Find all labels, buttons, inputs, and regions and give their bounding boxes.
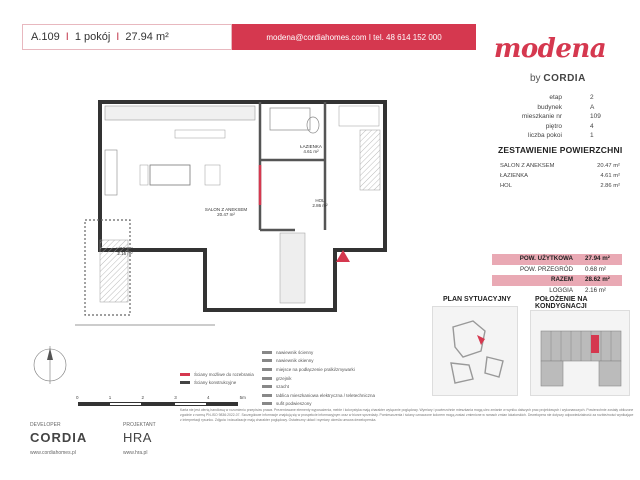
- scale-label: 1: [108, 395, 112, 400]
- legend-label: miejsce na podłączenie pralki/zmywarki: [276, 366, 355, 372]
- legend-label: grzejnik: [276, 375, 292, 381]
- site-plan-map: [432, 306, 518, 396]
- legend-swatch: [180, 381, 190, 384]
- floor-location-title: POŁOŻENIE NA KONDYGNACJI: [535, 296, 588, 310]
- room-row: [500, 181, 620, 191]
- chair: [205, 165, 220, 185]
- room-label-salon: [196, 207, 256, 217]
- scale-label: 0: [76, 395, 79, 400]
- designer-url[interactable]: www.hra.pl: [123, 450, 148, 456]
- developer-url[interactable]: www.cordiahomes.pl: [30, 450, 76, 456]
- summary-value: 0.68 m²: [585, 265, 606, 273]
- building-outline: [485, 357, 503, 377]
- outer-wall: [100, 102, 385, 310]
- info-value: 2: [590, 94, 594, 101]
- site-plan-title: PLAN SYTUACYJNY: [443, 296, 512, 303]
- room-value: 20.47 m²: [597, 163, 620, 169]
- legend-row: [262, 400, 375, 409]
- summary-label: LOGGIA: [549, 286, 573, 294]
- modena-logo: modena: [493, 34, 607, 64]
- scale-label: 3: [174, 395, 177, 400]
- floor-location-drawing: [531, 311, 631, 397]
- lazienka-area: 4.61 m²: [303, 149, 319, 154]
- compass-icon: [30, 340, 70, 390]
- loggia-label: LOGGIA: [116, 246, 134, 251]
- unit-highlight: [591, 335, 599, 353]
- scale-label: 4: [206, 395, 210, 400]
- designer-logo: HRA: [123, 430, 152, 445]
- unit-rooms: 1 pokój: [74, 31, 111, 43]
- sofa: [105, 150, 117, 195]
- info-label: piętro: [545, 122, 562, 130]
- legend-row: [180, 370, 254, 379]
- entry-wardrobe: [280, 233, 305, 303]
- shaft: [360, 130, 380, 190]
- summary-value: 28.62 m²: [585, 276, 610, 283]
- legal-disclaimer: Karta nie jest ofertą handlową w rozumieniu przepisów prawa. Prezentowane elementy wyposażenia, meble i kolorystyka mają charakter wyłącznie poglądowy. Wymiary i powierzchnie mieszkania mogą ulec zmianie w wyniku dalszych prac projektowych i wykonawczych. Powierzchnie zostały obliczone zgodnie z normą PN-ISO 9836:2022-07. Szczegółowe informacje znajdują się w prospekcie informacyjnym oraz w biurze sprzedaży. Pomieszczenia i ściany oznaczone kolorem mogą zostać zmienione w ramach zmian lokatorskich. Dewelopera nie dotyczy odpowiedzialność za rozbieżności wynikające z interpretacji rysunku. Zdjęcia i wizualizacje mają charakter poglądowy. Ostateczny układ i wymiary określa umowa deweloperska.: [180, 408, 634, 423]
- legend-swatch: [262, 351, 272, 354]
- legend-label: szacht: [276, 384, 290, 390]
- wardrobe: [339, 106, 379, 126]
- scale-segment: [78, 402, 109, 406]
- header-separator: I: [116, 31, 120, 43]
- info-label: budynek: [537, 103, 562, 111]
- room-value: 2.86 m²: [600, 183, 620, 189]
- legend-swatch: [180, 373, 190, 376]
- scale-segment: [174, 402, 207, 406]
- legend-swatch: [262, 377, 272, 380]
- unit-number: A.109: [31, 31, 60, 43]
- scale-segment: [207, 402, 238, 406]
- site-plan-drawing: [433, 307, 519, 397]
- by-text: by: [530, 73, 541, 84]
- legend-label: nawiewnik ścienny: [276, 349, 314, 355]
- info-value: 109: [590, 113, 601, 121]
- room-label: ŁAZIENKA: [500, 173, 529, 179]
- bathtub: [270, 108, 310, 130]
- symbol-legend: [262, 348, 375, 408]
- kitchen-counter: [105, 106, 255, 120]
- unit-info-table: [500, 93, 620, 141]
- building-outline: [451, 363, 473, 383]
- legend-label: tablica mieszkaniowa elektryczna / teletechniczna: [276, 392, 376, 398]
- contact-banner[interactable]: [232, 24, 476, 50]
- scale-labels: [76, 395, 246, 400]
- legend-label: nawiewnik okienny: [276, 358, 314, 364]
- by-cordia-logo: [530, 73, 586, 84]
- room-row: [500, 161, 620, 171]
- legend-row: [262, 348, 375, 357]
- total-area-table: [492, 254, 622, 296]
- legend-swatch: [262, 368, 272, 371]
- info-row: [500, 93, 620, 103]
- legend-label: Ściany możliwe do rozebrania: [194, 371, 254, 377]
- legend-label: Ściany konstrukcyjne: [194, 380, 237, 386]
- header-separator: I: [65, 31, 69, 43]
- summary-value: 27.94 m²: [585, 255, 610, 262]
- legend-label: sufit podwieszony: [276, 401, 312, 407]
- floor-location-map: [530, 310, 630, 396]
- info-value: 4: [590, 122, 594, 130]
- scale-bar: [78, 402, 238, 406]
- room-label: SALON Z ANEKSEM: [500, 163, 555, 169]
- designer-label: PROJEKTANT: [123, 422, 156, 428]
- wall-legend: [180, 370, 254, 387]
- dining-table: [150, 165, 190, 185]
- room-value: 4.61 m²: [600, 173, 620, 179]
- lazienka-label: ŁAZIENKA: [300, 144, 322, 149]
- loggia-area: 2.16 m²: [117, 251, 133, 256]
- summary-row: [492, 265, 622, 276]
- summary-value: 2.16 m²: [585, 286, 606, 294]
- summary-row: [492, 286, 622, 297]
- info-label: etap: [549, 94, 562, 101]
- salon-area: 20.47 m²: [217, 212, 235, 217]
- summary-row: [492, 254, 622, 265]
- room-label-loggia: [110, 246, 140, 256]
- summary-label: POW. PRZEGRÓD: [520, 265, 573, 273]
- cabinet: [175, 130, 225, 138]
- unit-header: [22, 24, 232, 50]
- hol-area: 2.86 m²: [312, 203, 328, 208]
- info-label: mieszkanie nr: [521, 113, 562, 121]
- info-row: [500, 112, 620, 122]
- legend-row: [262, 365, 375, 374]
- legend-row: [262, 391, 375, 400]
- summary-label: RAZEM: [551, 276, 573, 283]
- toilet: [307, 117, 319, 133]
- unit-area: 27.94 m²: [125, 31, 169, 43]
- summary-row: [492, 275, 622, 286]
- floor-wing: [599, 361, 621, 386]
- legend-swatch: [262, 402, 272, 405]
- hol-label: HOL: [315, 198, 325, 203]
- room-areas: [500, 161, 620, 191]
- info-value: 1: [590, 132, 594, 140]
- room-label-lazienka: [296, 144, 326, 154]
- legend-swatch: [262, 394, 272, 397]
- info-label: liczba pokoi: [528, 132, 562, 140]
- info-row: [500, 103, 620, 113]
- developer-label: DEVELOPER: [30, 422, 61, 428]
- room-row: [500, 171, 620, 181]
- legend-row: [262, 382, 375, 391]
- area-summary-title: ZESTAWIENIE POWIERZCHNI: [498, 145, 623, 155]
- floor-wing: [541, 361, 563, 386]
- summary-label: POW. UŻYTKOWA: [519, 255, 573, 262]
- legend-swatch: [262, 359, 272, 362]
- scale-label: 2: [141, 395, 144, 400]
- developer-logo: CORDIA: [30, 430, 88, 445]
- room-label-hol: [308, 198, 332, 208]
- legend-row: [262, 374, 375, 383]
- legend-swatch: [262, 385, 272, 388]
- info-row: [500, 131, 620, 141]
- salon-label: SALON Z ANEKSEM: [204, 207, 248, 212]
- cordia-text: CORDIA: [543, 73, 586, 84]
- info-row: [500, 122, 620, 132]
- room-label: HOL: [500, 183, 512, 189]
- scale-segment: [142, 402, 173, 406]
- info-value: A: [590, 103, 595, 111]
- legend-row: [180, 379, 254, 388]
- scale-segment: [109, 402, 142, 406]
- chair: [140, 165, 148, 185]
- contact-text: modena@cordiahomes.com I tel. 48 614 152 000: [266, 32, 442, 42]
- legend-row: [262, 357, 375, 366]
- scale-label: 5m: [239, 395, 246, 400]
